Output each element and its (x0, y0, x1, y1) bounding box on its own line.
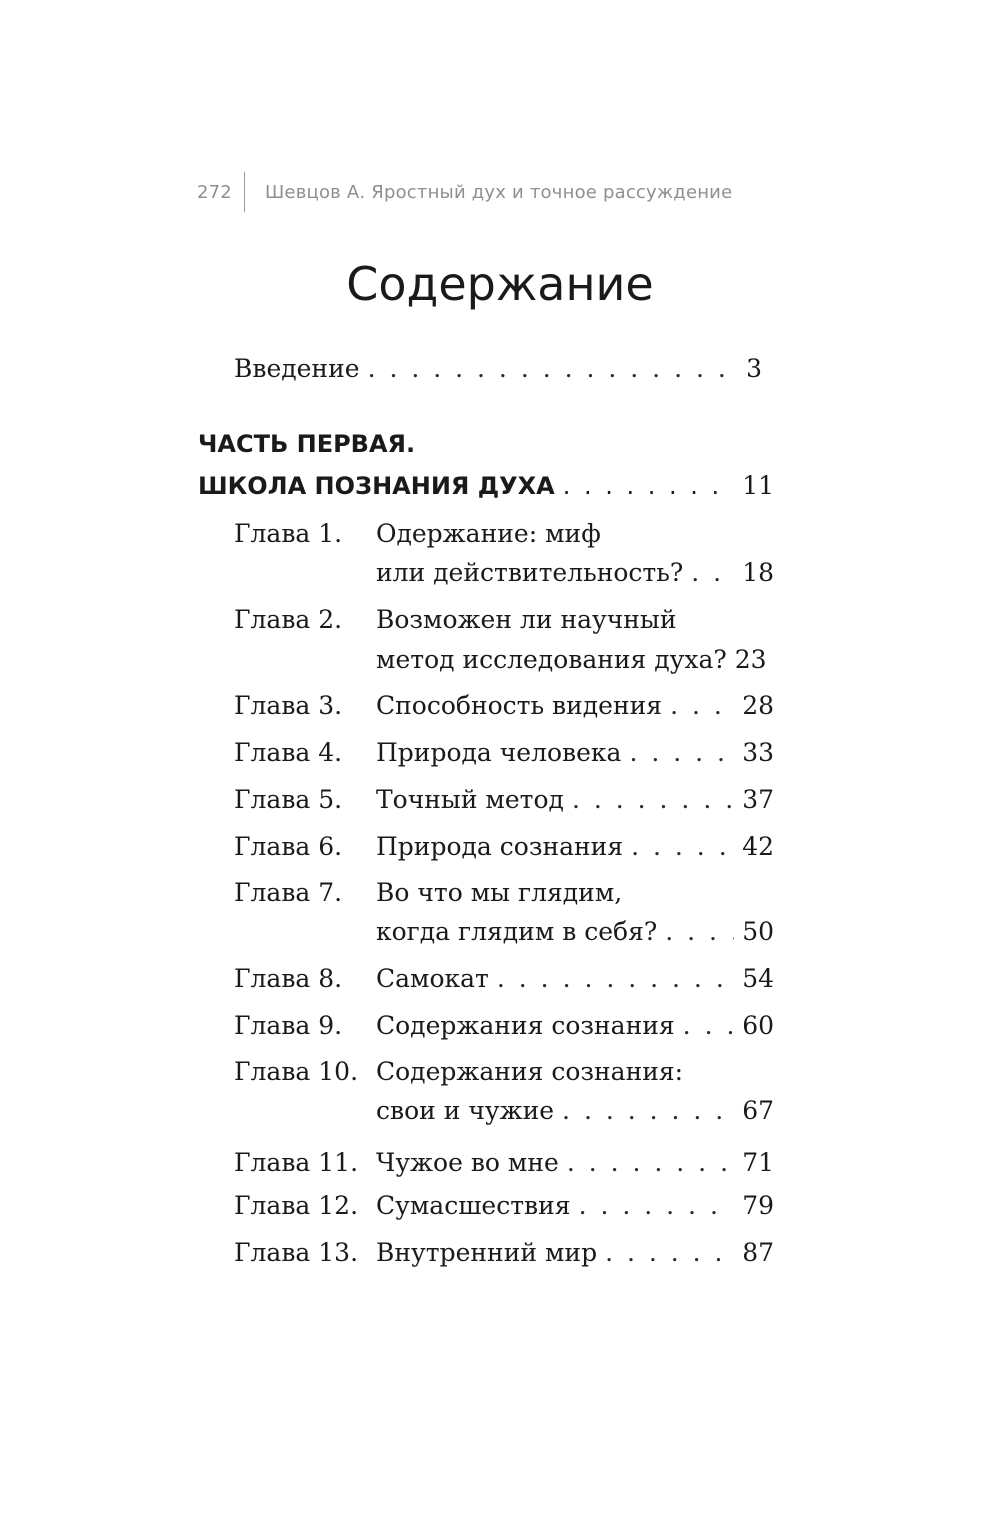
dot-leader (691, 553, 734, 593)
chapter-title: Самокат (376, 964, 489, 993)
toc-entry-chapter-4[interactable] (376, 733, 774, 773)
dot-leader (629, 733, 734, 773)
toc-entry-page: 50 (742, 917, 774, 946)
chapter-title: Содержания сознания (376, 1011, 675, 1040)
chapter-label: Глава 8. (234, 964, 343, 993)
dot-leader (563, 466, 734, 506)
toc-entry-page: 3 (746, 354, 762, 383)
toc-entry-title: Введение (234, 354, 360, 383)
dot-leader (562, 1091, 734, 1131)
chapter-label: Глава 7. (234, 878, 343, 907)
chapter-label: Глава 12. (234, 1191, 359, 1220)
chapter-label: Глава 5. (234, 785, 343, 814)
dot-leader (497, 959, 734, 999)
chapter-title-line1[interactable]: Возможен ли научный (376, 605, 677, 634)
dot-leader (631, 827, 734, 867)
toc-entry-page: 60 (742, 1011, 774, 1040)
part-heading-title: ШКОЛА ПОЗНАНИЯ ДУХА (198, 472, 555, 500)
dot-leader (567, 1143, 734, 1183)
toc-entry-page: 28 (742, 691, 774, 720)
toc-entry-chapter-1[interactable] (376, 553, 774, 593)
header-running-title: Шевцов А. Яростный дух и точное рассуждение (264, 181, 733, 203)
chapter-title: Способность видения (376, 691, 663, 720)
toc-entry-chapter-11[interactable] (376, 1143, 774, 1183)
toc-entry-chapter-2[interactable] (376, 640, 774, 680)
chapter-label: Глава 11. (234, 1148, 359, 1177)
dot-leader (605, 1233, 734, 1273)
toc-entry-chapter-8[interactable] (376, 959, 774, 999)
chapter-label: Глава 2. (234, 605, 343, 634)
chapter-label: Глава 13. (234, 1238, 359, 1267)
chapter-label: Глава 4. (234, 738, 343, 767)
dot-leader (665, 912, 734, 952)
running-head (197, 172, 732, 212)
toc-entry-page: 71 (742, 1148, 774, 1177)
toc-entry-page: 54 (742, 964, 774, 993)
chapter-title-line2: свои и чужие (376, 1096, 555, 1125)
toc-entry-chapter-5[interactable] (376, 780, 774, 820)
dot-leader (572, 780, 734, 820)
page-title: Содержание (346, 257, 654, 311)
toc-entry-chapter-12[interactable] (376, 1186, 774, 1226)
part-heading-page: 11 (742, 471, 774, 500)
chapter-label: Глава 6. (234, 832, 343, 861)
toc-entry-page: 23 (734, 645, 767, 674)
dot-leader (579, 1186, 735, 1226)
dot-leader (670, 686, 734, 726)
toc-entry-page: 87 (742, 1238, 774, 1267)
chapter-title: Точный метод (376, 785, 564, 814)
chapter-title-line1[interactable]: Содержания сознания: (376, 1057, 684, 1086)
chapter-title-line2: когда глядим в себя? (376, 917, 658, 946)
toc-entry-page: 18 (742, 558, 774, 587)
dot-leader (368, 349, 739, 389)
part-heading-line2[interactable] (198, 466, 774, 506)
toc-entry-page: 67 (742, 1096, 774, 1125)
toc-entry-page: 42 (742, 832, 774, 861)
chapter-title-line2: или действительность? (376, 558, 684, 587)
toc-entry-page: 79 (742, 1191, 774, 1220)
chapter-title-line1[interactable]: Одержание: миф (376, 519, 601, 548)
toc-entry-chapter-10[interactable] (376, 1091, 774, 1131)
header-page-number: 272 (197, 181, 232, 203)
header-divider (244, 172, 245, 212)
toc-entry-page: 33 (742, 738, 774, 767)
chapter-title: Чужое во мне (376, 1148, 559, 1177)
chapter-title: Природа сознания (376, 832, 624, 861)
toc-entry-page: 37 (742, 785, 774, 814)
toc-entry-intro[interactable] (234, 349, 762, 389)
chapter-label: Глава 1. (234, 519, 343, 548)
chapter-label: Глава 9. (234, 1011, 343, 1040)
toc-entry-chapter-9[interactable] (376, 1006, 774, 1046)
chapter-title-line2: метод исследования духа? (376, 645, 727, 674)
chapter-title: Внутренний мир (376, 1238, 598, 1267)
part-heading-line1[interactable]: ЧАСТЬ ПЕРВАЯ. (198, 430, 416, 458)
chapter-label: Глава 10. (234, 1057, 359, 1086)
toc-entry-chapter-13[interactable] (376, 1233, 774, 1273)
chapter-title: Сумасшествия (376, 1191, 571, 1220)
chapter-title-line1[interactable]: Во что мы глядим, (376, 878, 623, 907)
chapter-title: Природа человека (376, 738, 622, 767)
dot-leader (683, 1006, 735, 1046)
toc-entry-chapter-6[interactable] (376, 827, 774, 867)
toc-entry-chapter-7[interactable] (376, 912, 774, 952)
chapter-label: Глава 3. (234, 691, 343, 720)
toc-entry-chapter-3[interactable] (376, 686, 774, 726)
